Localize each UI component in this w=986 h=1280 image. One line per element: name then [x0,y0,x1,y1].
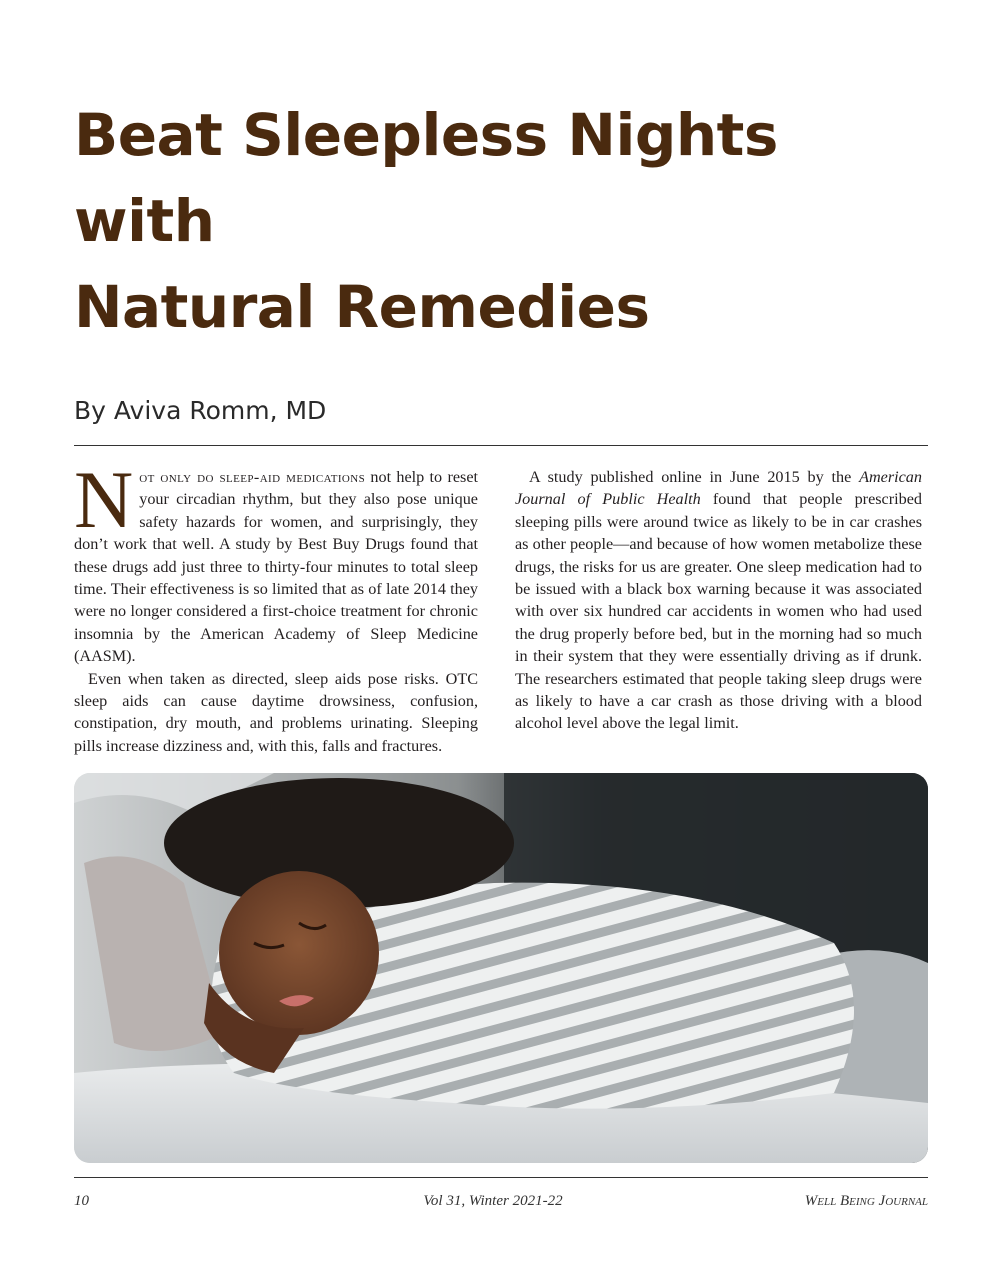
article-photo [74,773,928,1163]
right-paragraph-1-start: A study published online in June 2015 by the [529,468,860,486]
right-paragraph-1 [515,466,922,735]
title-line-2: Natural Remedies [74,273,650,341]
footer-divider [74,1177,928,1178]
lead-in-smallcaps: ot only do sleep-aid medications [139,468,366,486]
article-title [74,92,934,350]
left-paragraph-1 [74,454,478,668]
publication-name: Well Being Journal [804,1193,928,1209]
header-divider [74,445,928,446]
left-paragraph-1-text: not help to reset your circadian rhythm, but they also pose unique safety hazards for women, and surprisingly, they don’t work that well. A study by Best Buy Drugs found that these drugs add just three to thirty-four minutes to total sleep time. Their effectiveness is so limited that as of late 2014 they were no longer considered a first-choice treatment for chronic insomnia by the American Academy of Sleep Medicine (AASM). [74,468,478,666]
right-column [515,466,922,735]
title-line-1: Beat Sleepless Nights with [74,101,778,255]
face-shape [219,871,379,1035]
byline: By Aviva Romm, MD [74,396,327,425]
left-paragraph-2: Even when taken as directed, sleep aids pose risks. OTC sleep aids can cause daytime drowsiness, confusion, constipation, dry mouth, and problems urinating. Sleeping pills increase dizziness and, with this, falls and fractures. [74,669,478,755]
page-number: 10 [74,1193,89,1209]
right-paragraph-1-text: found that people prescribed sleeping pills were around twice as likely to be in car crashes as other people—and because of how women metabolize these drugs, the risks for us are greater. One sleep medication had to be issued with a black box warning because it was associated with over six hundred car accidents in women who had used the drug properly before bed, but in the morning had so much in their system that they were essentially driving as if drunk. The researchers estimated that people taking sleep drugs were as likely to have a car crash as those driving with a blood alcohol level above the legal limit. [515,490,922,733]
issue-info: Vol 31, Winter 2021-22 [423,1193,563,1209]
journal-name: American Journal of Public Health [515,468,922,509]
drop-cap: N [74,454,134,545]
left-column [74,454,478,757]
sleeping-woman-illustration [74,773,928,1163]
